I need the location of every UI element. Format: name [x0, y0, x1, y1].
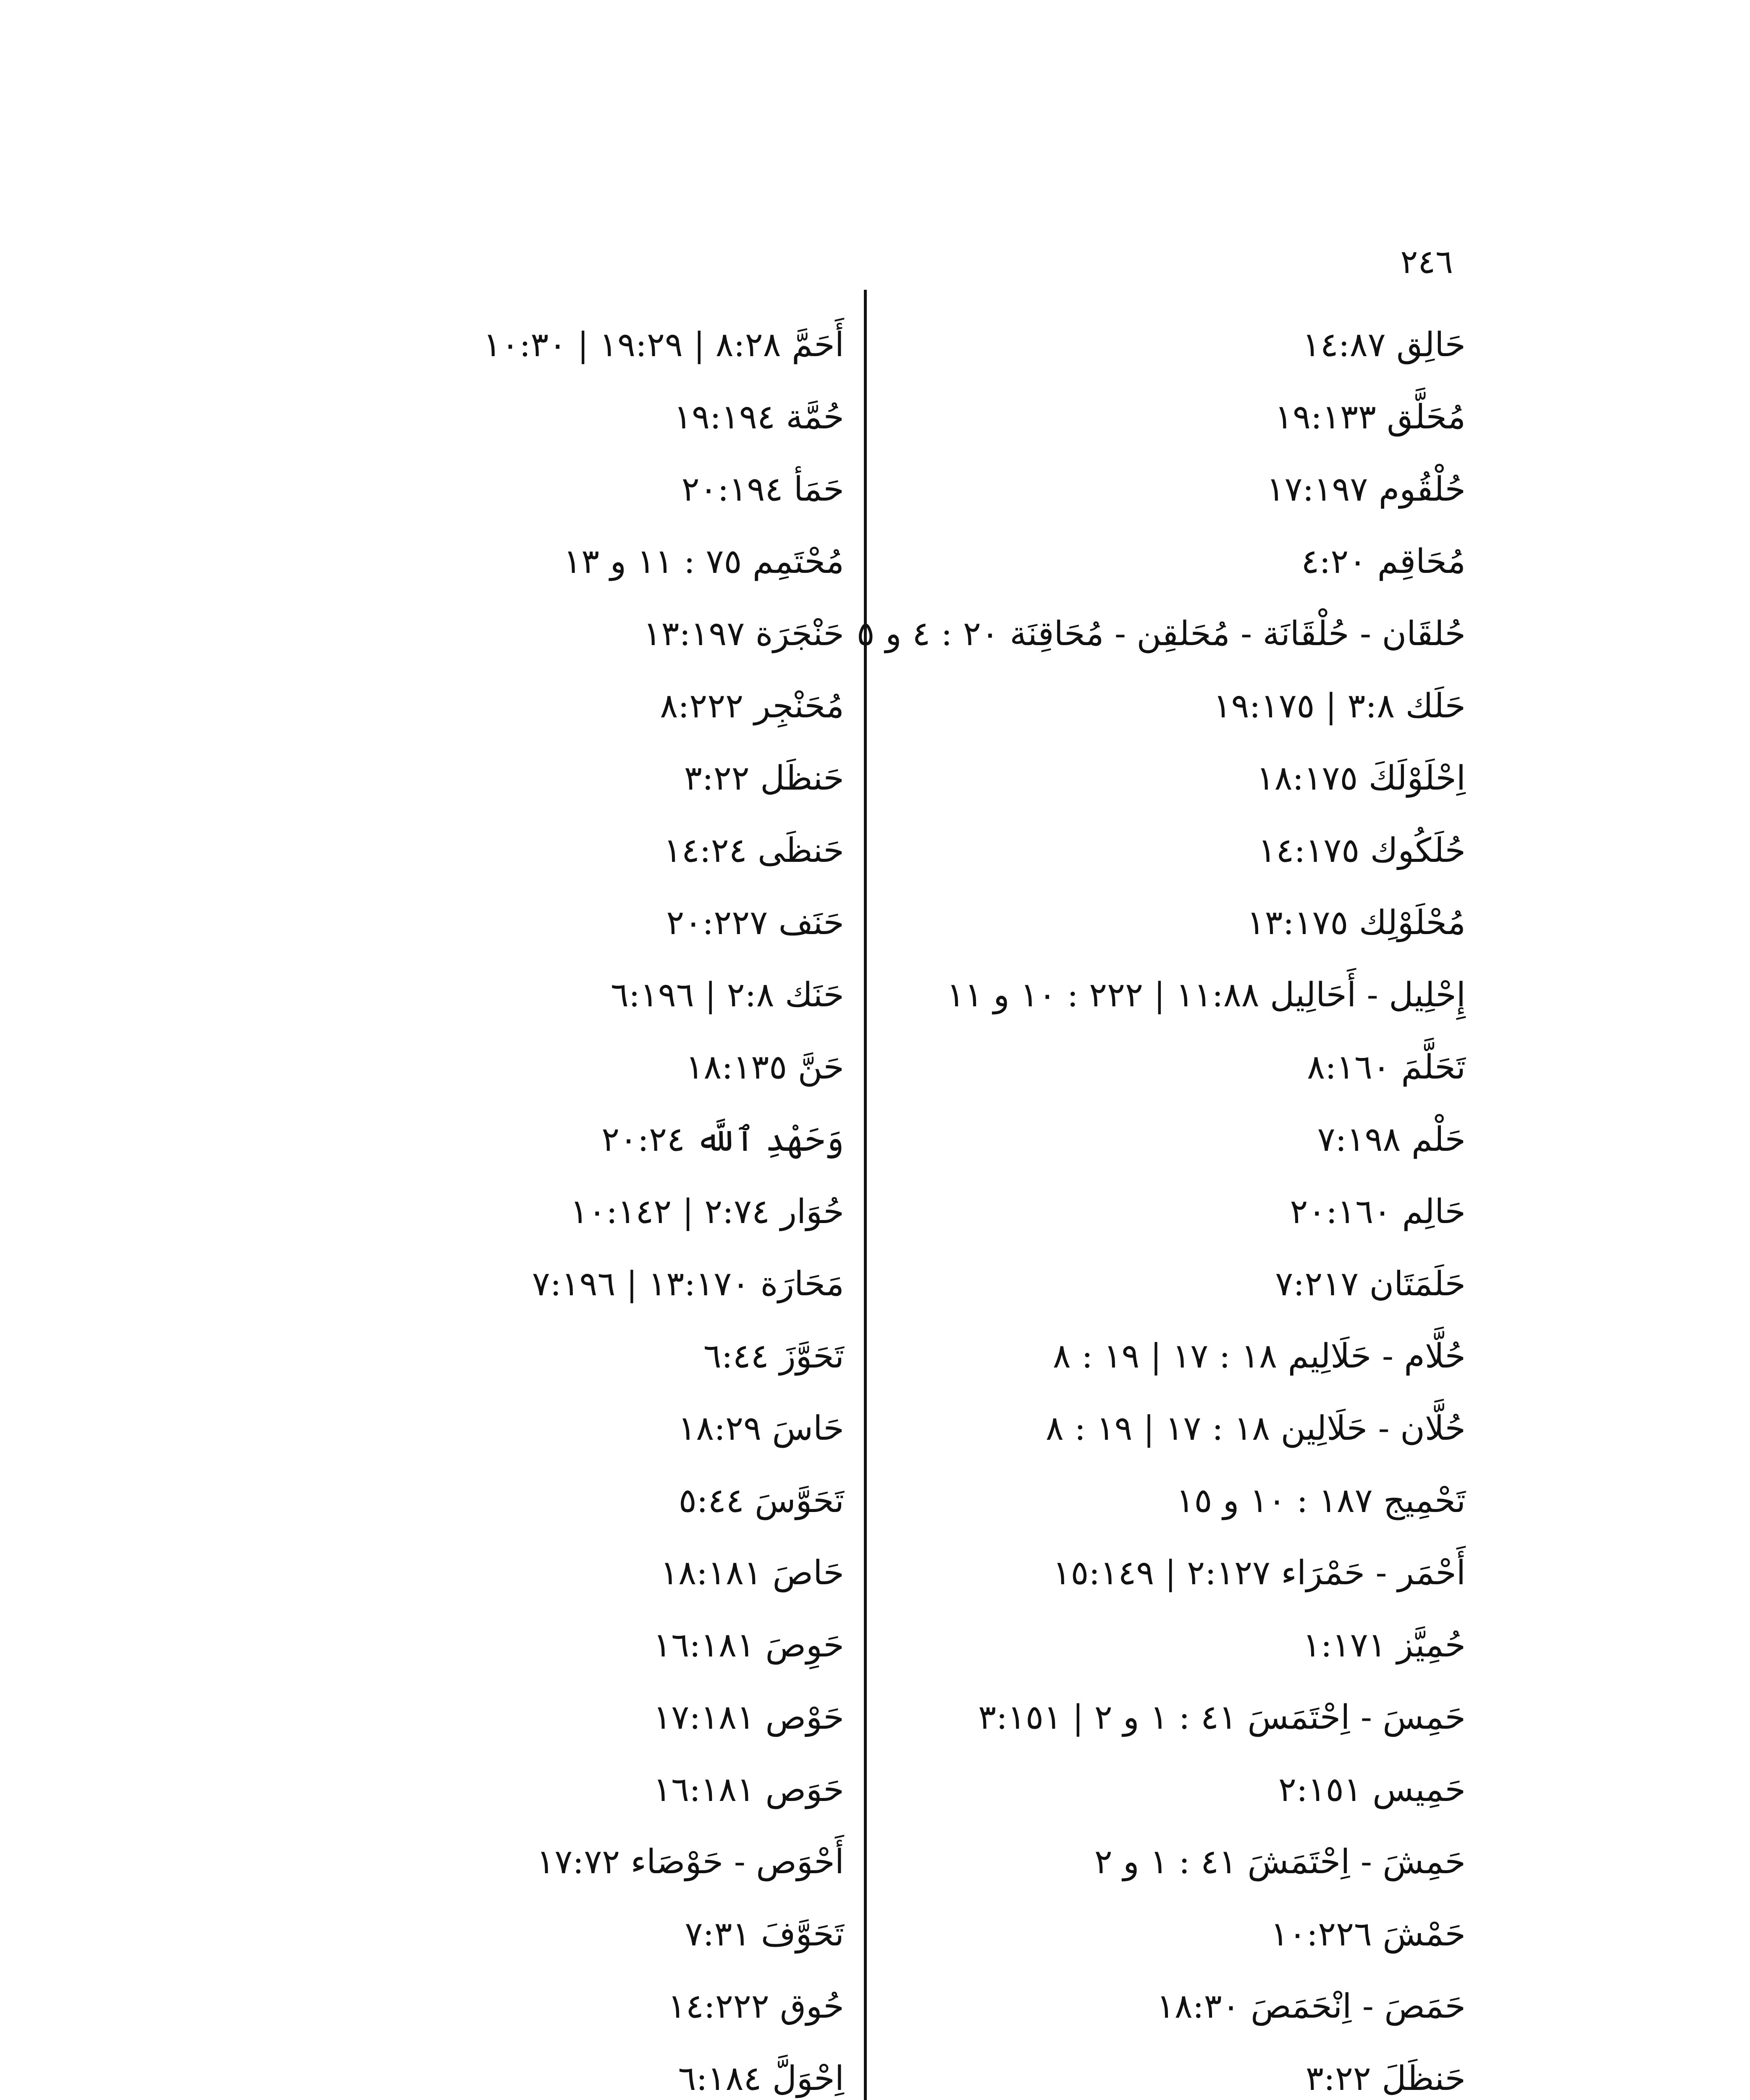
index-entry [252, 453, 844, 525]
index-entry [252, 1609, 844, 1681]
index-entry-text: مُحْتَمِم ٧٥ : ١١ و ١٣ [563, 542, 844, 581]
index-entry [895, 1537, 1466, 1609]
index-entry-text: حُلَّام - حَلَالِيم ١٨ : ١٧ | ١٩ : ٨ [1052, 1336, 1466, 1376]
index-entry [856, 598, 1466, 670]
index-entry-text: حَنَّ ١٨:١٣٥ [685, 1047, 844, 1087]
index-entry [252, 2042, 844, 2100]
index-entry [252, 1392, 844, 1465]
page-number: ٢٤٦ [1400, 243, 1453, 281]
index-entry [252, 1465, 844, 1537]
index-entry-text: حَنظَى ١٤:٢٤ [663, 831, 844, 870]
index-entry [895, 1826, 1466, 1898]
index-entry [895, 1465, 1466, 1537]
index-entry-text: حَلَك ٣:٨ | ١٩:١٧٥ [1213, 686, 1466, 725]
index-entry-text: مُحَنْجِر ٨:٢٢٢ [660, 686, 844, 725]
index-entry [252, 1754, 844, 1826]
index-entry [252, 381, 844, 453]
index-entry [895, 742, 1466, 814]
index-entry-text: مُحْلَوْلِك ١٣:١٧٥ [1246, 903, 1466, 942]
index-entry [895, 1103, 1466, 1176]
index-entry [895, 1681, 1466, 1754]
index-entry [252, 1320, 844, 1392]
index-entry-text: حُوق ١٤:٢٢٢ [667, 1987, 844, 2026]
index-entry [252, 814, 844, 887]
index-entry [252, 309, 844, 381]
index-entry [895, 1320, 1466, 1392]
index-entry-text: أَحْوَص - حَوْصَاء ١٧:٧٢ [536, 1842, 844, 1881]
index-entry [252, 1537, 844, 1609]
index-entry-text: حَنظَل ٣:٢٢ [684, 759, 844, 798]
index-entry [252, 1103, 844, 1176]
index-entry-text: تَحَوَّسَ ٥:٤٤ [678, 1481, 844, 1520]
index-entry-text: وَحَهْدِ ٱللَّه ٢٠:٢٤ [601, 1120, 844, 1159]
index-entry-text: حَنظَلَ ٣:٢٢ [1305, 2059, 1466, 2098]
index-entry-text: حَوِصَ ١٦:١٨١ [653, 1625, 844, 1664]
index-entry [895, 959, 1466, 1031]
index-entry-text: حُوَار ٢:٧٤ | ١٠:١٤٢ [570, 1192, 844, 1231]
index-entry [252, 959, 844, 1031]
index-entry [252, 1681, 844, 1754]
index-entry-text: حُمِيَّز ١:١٧١ [1302, 1625, 1466, 1664]
index-entry [252, 1970, 844, 2042]
index-entry [895, 1754, 1466, 1826]
index-entry-text: أَحْمَر - حَمْرَاء ٢:١٢٧ | ١٥:١٤٩ [1052, 1553, 1466, 1592]
index-entry-text: حَاسَ ١٨:٢٩ [678, 1409, 844, 1448]
index-entry [895, 1176, 1466, 1248]
index-entry [895, 1392, 1466, 1465]
index-entry [895, 1609, 1466, 1681]
index-entry-text: حَاصَ ١٨:١٨١ [660, 1553, 844, 1592]
index-entry-text: حَنَك ٢:٨ | ٦:١٩٦ [611, 975, 844, 1014]
index-entry [252, 670, 844, 742]
index-entry-text: اِحْلَوْلَكَ ١٨:١٧٥ [1256, 759, 1466, 798]
index-entry-text: حَلْم ٧:١٩٨ [1317, 1120, 1466, 1159]
index-entry-text: مُحَاقِم ٤:٢٠ [1301, 542, 1466, 581]
index-entry-text: حَمِيس ٢:١٥١ [1278, 1770, 1466, 1809]
index-entry-text: تَحَوَّفَ ٧:٣١ [685, 1914, 844, 1953]
index-entry [252, 887, 844, 959]
index-entry-text: حَوَص ١٦:١٨١ [653, 1770, 844, 1809]
index-entry [252, 1031, 844, 1103]
index-entry-text: حَلَمَتَان ٧:٢١٧ [1275, 1264, 1466, 1303]
index-column-right [856, 309, 1466, 2100]
index-entry-text: حُلْقُوم ١٧:١٩٧ [1266, 470, 1466, 509]
index-entry-text: حَمْشَ ١٠:٢٢٦ [1270, 1914, 1466, 1953]
index-entry [252, 1248, 844, 1320]
index-entry-text: حَمَأ ٢٠:١٩٤ [681, 470, 844, 509]
index-entry [252, 525, 844, 598]
index-entry-text: حَنْجَرَة ١٣:١٩٧ [643, 614, 844, 653]
index-entry-text: حَوْص ١٧:١٨١ [653, 1698, 844, 1737]
index-entry [895, 453, 1466, 525]
index-column-left [252, 309, 844, 2100]
index-entry [895, 887, 1466, 959]
index-entry [895, 2042, 1466, 2100]
index-entry-text: تَحْمِيج ١٨٧ : ١٠ و ١٥ [1176, 1481, 1466, 1520]
index-entry [252, 742, 844, 814]
index-entry-text: أَحَمَّ ٨:٢٨ | ١٩:٢٩ | ١٠:٣٠ [483, 325, 844, 364]
index-entry [252, 598, 844, 670]
index-entry-text: حُلَكُوك ١٤:١٧٥ [1258, 831, 1466, 870]
index-entry [895, 309, 1466, 381]
index-entry-text: إِحْلِيل - أَحَالِيل ١١:٨٨ | ٢٢٢ : ١٠ و ١١ [946, 975, 1466, 1014]
index-entry-text: حُلقَان - حُلْقَانَة - مُحَلقِن - مُحَاقِنَة ٢٠ : ٤ و ٥ [856, 614, 1466, 653]
index-entry [895, 1248, 1466, 1320]
index-entry-text: حَنَف ٢٠:٢٢٧ [666, 903, 844, 942]
index-entry-text: مُحَلَّق ١٩:١٣٣ [1275, 397, 1466, 436]
index-entry-text: تَحَلَّمَ ٨:١٦٠ [1307, 1047, 1466, 1087]
index-entry [895, 1031, 1466, 1103]
index-entry-text: حَمَصَ - اِنْحَمَصَ ١٨:٣٠ [1156, 1987, 1466, 2026]
index-entry [895, 1970, 1466, 2042]
index-entry-text: حَمِشَ - اِحْتَمَشَ ٤١ : ١ و ٢ [1094, 1842, 1466, 1881]
index-entry-text: تَحَوَّزَ ٦:٤٤ [703, 1336, 844, 1376]
index-entry [252, 1898, 844, 1970]
index-entry [895, 1898, 1466, 1970]
index-entry [895, 525, 1466, 598]
index-entry-text: حَالِم ٢٠:١٦٠ [1290, 1192, 1466, 1231]
index-entry [895, 381, 1466, 453]
index-entry [895, 670, 1466, 742]
index-entry [252, 1826, 844, 1898]
index-entry-text: حَالِق ١٤:٨٧ [1302, 325, 1466, 364]
index-entry-text: اِحْوَلَّ ٦:١٨٤ [678, 2059, 844, 2098]
index-entry [252, 1176, 844, 1248]
index-entry-text: مَحَارَة ١٣:١٧٠ | ٧:١٩٦ [532, 1264, 844, 1303]
index-entry [895, 814, 1466, 887]
index-entry-text: حُلَّان - حَلَالِين ١٨ : ١٧ | ١٩ : ٨ [1045, 1409, 1466, 1448]
index-entry-text: حَمِسَ - اِحْتَمَسَ ٤١ : ١ و ٢ | ٣:١٥١ [978, 1698, 1466, 1737]
column-divider [864, 290, 867, 2100]
index-entry-text: حُمَّة ١٩:١٩٤ [674, 397, 844, 436]
